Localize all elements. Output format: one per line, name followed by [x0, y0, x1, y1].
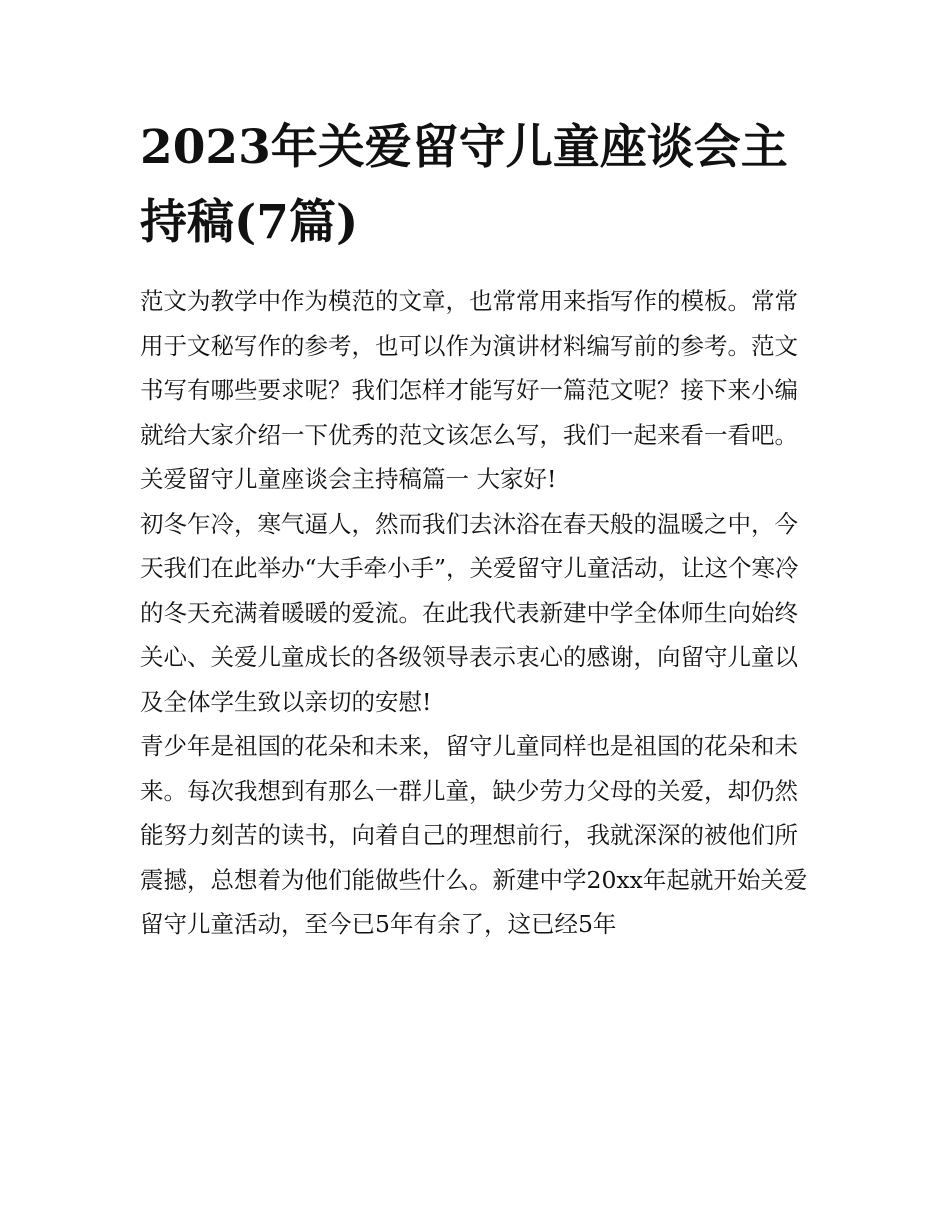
intro-paragraph: 范文为教学中作为模范的文章，也常常用来指写作的模板。常常用于文秘写作的参考，也可以作为演讲材料编写前的参考。范文书写有哪些要求呢？我们怎样才能写好一篇范文呢？接下来小编就给大家介绍一下优秀的范文该怎么写，我们一起来看一看吧。 [140, 287, 798, 449]
body-paragraph: 初冬乍冷，寒气逼人，然而我们去沐浴在春天般的温暖之中，今天我们在此举办“大手牵小手”，关爱留守儿童活动，让这个寒冷的冬天充满着暖暖的爱流。在此我代表新建中学全体师生向始终关心、关爱儿童成长的各级领导表示衷心的感谢，向留守儿童以及全体学生致以亲切的安慰! [140, 509, 799, 716]
body-paragraph: 青少年是祖国的花朵和未来，留守儿童同样也是祖国的花朵和未来。每次我想到有那么一群儿童，缺少劳力父母的关爱，却仍然能努力刻苦的读书，向着自己的理想前行，我就深深的被他们所震撼，总想着为他们能做些什么。新建中学20xx年起就开始关爱留守儿童活动，至今已5年有余了，这已经5年 [140, 732, 808, 938]
section-heading-paragraph: 关爱留守儿童座谈会主持稿篇一 大家好! [140, 465, 557, 493]
document-title: 2023年关爱留守儿童座谈会主持稿(7篇) [140, 120, 788, 250]
document-body [140, 279, 820, 947]
